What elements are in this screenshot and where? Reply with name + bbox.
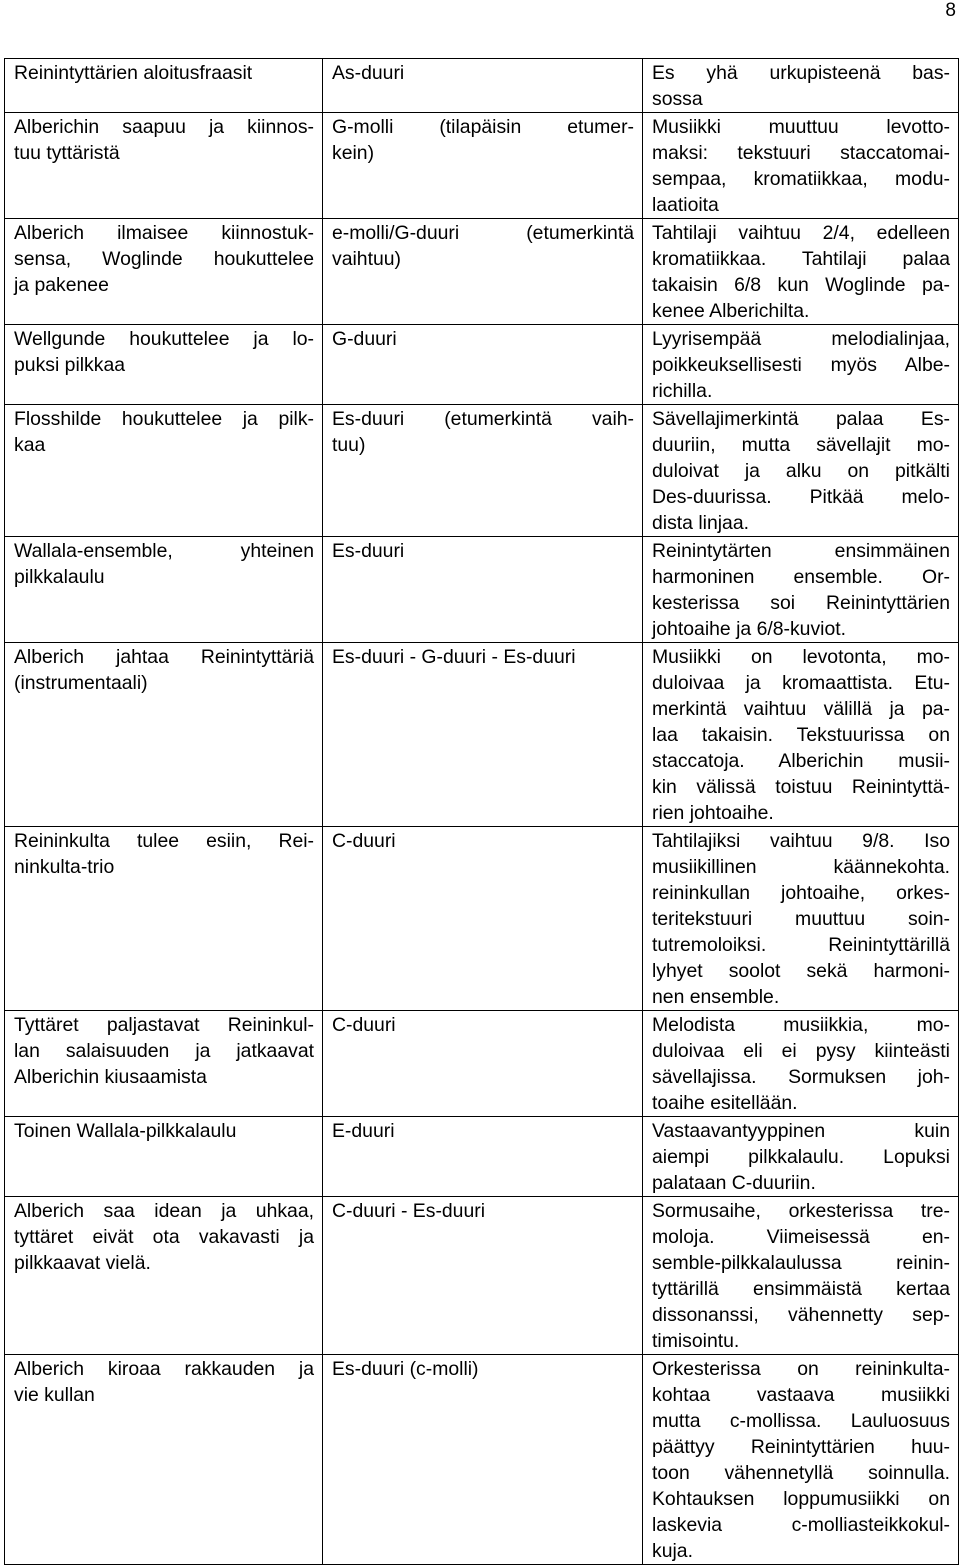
notes-text-line: kohtaa vastaava musiikki: [652, 1384, 950, 1406]
scene-text-line: lan salaisuuden ja jatkaavat: [14, 1040, 314, 1062]
scene-text-line: Alberich saa idean ja uhkaa,: [14, 1200, 314, 1222]
key-text-line: vaihtuu): [332, 248, 401, 270]
notes-text-line: tyttärillä ensimmäistä kertaa: [652, 1278, 950, 1300]
scene-cell: [5, 1197, 323, 1355]
scene-text-line: Wallala-ensemble, yhteinen: [14, 540, 314, 562]
notes-text-line: laatioita: [652, 194, 719, 216]
key-cell: [323, 537, 643, 643]
notes-text-line: Tahtilaji vaihtuu 2/4, edelleen: [652, 222, 950, 244]
scene-cell: [5, 827, 323, 1011]
table-row: [5, 405, 959, 537]
scene-cell: [5, 1011, 323, 1117]
notes-text-line: merkintä vaihtuu välillä ja pa-: [652, 698, 950, 720]
notes-text-line: maksi: tekstuuri staccatomai-: [652, 142, 950, 164]
scene-cell: [5, 325, 323, 405]
notes-text-line: teritekstuuri muuttuu soin-: [652, 908, 950, 930]
notes-cell: [643, 1011, 959, 1117]
key-text-line: e-molli/G-duuri (etumerkintä: [332, 222, 634, 244]
notes-text-line: kuja.: [652, 1540, 693, 1562]
notes-text-line: dista linjaa.: [652, 512, 750, 534]
scene-text-line: Alberichin saapuu ja kiinnos-: [14, 116, 314, 138]
table-row: [5, 59, 959, 113]
key-text-line: C-duuri - Es-duuri: [332, 1200, 486, 1222]
notes-text-line: Vastaavantyyppinen kuin: [652, 1120, 950, 1142]
notes-text-line: Melodista musiikkia, mo-: [652, 1014, 950, 1036]
table-row: [5, 827, 959, 1011]
scene-cell: [5, 537, 323, 643]
notes-text-line: mutta c-mollissa. Lauluosuus: [652, 1410, 950, 1432]
notes-text-line: kenee Alberichilta.: [652, 300, 810, 322]
notes-cell: [643, 1197, 959, 1355]
notes-text-line: Des-duurissa. Pitkää melo-: [652, 486, 950, 508]
table-row: [5, 1355, 959, 1565]
scene-text-line: ja pakenee: [14, 274, 109, 296]
table-row: [5, 219, 959, 325]
key-cell: [323, 1117, 643, 1197]
scene-text-line: vie kullan: [14, 1384, 95, 1406]
notes-text-line: duloivaa eli ei pysy kiinteästi: [652, 1040, 950, 1062]
notes-text-line: Tahtilajiksi vaihtuu 9/8. Iso: [652, 830, 950, 852]
page-number: 8: [945, 0, 956, 21]
scene-cell: [5, 113, 323, 219]
scene-text-line: pilkkaavat vielä.: [14, 1252, 151, 1274]
notes-text-line: harmoninen ensemble. Or-: [652, 566, 950, 588]
notes-cell: [643, 1355, 959, 1565]
scene-cell: [5, 59, 323, 113]
scene-text-line: Alberichin kiusaamista: [14, 1066, 207, 1088]
notes-text-line: Reinintytärten ensimmäinen: [652, 540, 950, 562]
notes-text-line: poikkeuksellisesti myös Albe-: [652, 354, 950, 376]
scene-cell: [5, 1117, 323, 1197]
notes-text-line: Sävellajimerkintä palaa Es-: [652, 408, 950, 430]
notes-text-line: kin välissä toistuu Reinintyttä-: [652, 776, 950, 798]
scene-text-line: Reininkulta tulee esiin, Rei-: [14, 830, 314, 852]
table-row: [5, 1197, 959, 1355]
scene-text-line: Tyttäret paljastavat Reininkul-: [14, 1014, 314, 1036]
key-text-line: tuu): [332, 434, 366, 456]
key-text-line: Es-duuri (c-molli): [332, 1358, 479, 1380]
key-text-line: Es-duuri: [332, 540, 405, 562]
notes-text-line: kromatiikkaa. Tahtilaji palaa: [652, 248, 950, 270]
table-row: [5, 643, 959, 827]
notes-text-line: Kohtauksen loppumusiikki on: [652, 1488, 950, 1510]
notes-text-line: Es yhä urkupisteenä bas-: [652, 62, 950, 84]
scene-text-line: Toinen Wallala-pilkkalaulu: [14, 1120, 237, 1142]
notes-text-line: takaisin 6/8 kun Woglinde pa-: [652, 274, 950, 296]
notes-text-line: laskevia c-molliasteikkokul-: [652, 1514, 950, 1536]
notes-text-line: semble-pilkkalaulussa reinin-: [652, 1252, 950, 1274]
notes-text-line: sempaa, kromatiikkaa, modu-: [652, 168, 950, 190]
scene-cell: [5, 1355, 323, 1565]
notes-cell: [643, 113, 959, 219]
notes-text-line: duloivaa ja kromaattista. Etu-: [652, 672, 950, 694]
notes-text-line: Orkesterissa on reininkulta-: [652, 1358, 950, 1380]
key-text-line: Es-duuri (etumerkintä vaih-: [332, 408, 634, 430]
notes-text-line: Lyyrisempää melodialinjaa,: [652, 328, 950, 350]
notes-text-line: toaihe esitellään.: [652, 1092, 798, 1114]
key-text-line: As-duuri: [332, 62, 405, 84]
notes-text-line: päättyy Reinintyttärien huu-: [652, 1436, 950, 1458]
notes-cell: [643, 59, 959, 113]
notes-text-line: reininkullan johtoaihe, orkes-: [652, 882, 950, 904]
scene-analysis-table: [4, 58, 959, 1565]
notes-text-line: kesterissa soi Reinintyttärien: [652, 592, 950, 614]
notes-text-line: lyhyet soolot sekä harmoni-: [652, 960, 950, 982]
table-row: [5, 1117, 959, 1197]
scene-text-line: tyttäret eivät ota vakavasti ja: [14, 1226, 314, 1248]
scene-text-line: Alberich ilmaisee kiinnostuk-: [14, 222, 314, 244]
notes-text-line: moloja. Viimeisessä en-: [652, 1226, 950, 1248]
table-row: [5, 325, 959, 405]
notes-cell: [643, 827, 959, 1011]
table-row: [5, 113, 959, 219]
scene-cell: [5, 219, 323, 325]
key-cell: [323, 1355, 643, 1565]
notes-text-line: laa takaisin. Tekstuurissa on: [652, 724, 950, 746]
scene-text-line: puksi pilkkaa: [14, 354, 126, 376]
scene-text-line: ninkulta-trio: [14, 856, 115, 878]
notes-cell: [643, 1117, 959, 1197]
scene-cell: [5, 405, 323, 537]
key-cell: [323, 1197, 643, 1355]
key-cell: [323, 1011, 643, 1117]
key-cell: [323, 405, 643, 537]
key-cell: [323, 827, 643, 1011]
notes-text-line: rien johtoaihe.: [652, 802, 774, 824]
table-body: [5, 59, 959, 1565]
scene-text-line: kaa: [14, 434, 46, 456]
notes-text-line: timisointu.: [652, 1330, 740, 1352]
key-text-line: C-duuri: [332, 830, 396, 852]
notes-text-line: duuriin, mutta sävellajit mo-: [652, 434, 950, 456]
notes-cell: [643, 537, 959, 643]
key-text-line: E-duuri: [332, 1120, 395, 1142]
notes-text-line: Musiikki on levotonta, mo-: [652, 646, 950, 668]
key-cell: [323, 325, 643, 405]
notes-text-line: musiikillinen käännekohta.: [652, 856, 950, 878]
notes-text-line: tutremoloiksi. Reinintyttärillä: [652, 934, 950, 956]
notes-text-line: sävellajissa. Sormuksen joh-: [652, 1066, 950, 1088]
scene-text-line: tuu tyttäristä: [14, 142, 120, 164]
notes-text-line: duloivat ja alku on pitkälti: [652, 460, 950, 482]
key-cell: [323, 113, 643, 219]
key-text-line: kein): [332, 142, 375, 164]
notes-text-line: dissonanssi, vähennetty sep-: [652, 1304, 950, 1326]
scene-cell: [5, 643, 323, 827]
key-cell: [323, 59, 643, 113]
notes-cell: [643, 643, 959, 827]
key-cell: [323, 219, 643, 325]
notes-text-line: richilla.: [652, 380, 713, 402]
scene-text-line: Alberich kiroaa rakkauden ja: [14, 1358, 314, 1380]
notes-text-line: sossa: [652, 88, 703, 110]
key-text-line: C-duuri: [332, 1014, 396, 1036]
notes-text-line: palataan C-duuriin.: [652, 1172, 816, 1194]
scene-text-line: pilkkalaulu: [14, 566, 105, 588]
notes-text-line: Sormusaihe, orkesterissa tre-: [652, 1200, 950, 1222]
scene-text-line: sensa, Woglinde houkuttelee: [14, 248, 314, 270]
notes-cell: [643, 219, 959, 325]
notes-cell: [643, 405, 959, 537]
key-text-line: G-molli (tilapäisin etumer-: [332, 116, 634, 138]
scene-text-line: Reinintyttärien aloitusfraasit: [14, 62, 253, 84]
notes-text-line: staccatoja. Alberichin musii-: [652, 750, 950, 772]
table-row: [5, 537, 959, 643]
key-text-line: Es-duuri - G-duuri - Es-duuri: [332, 646, 576, 668]
key-cell: [323, 643, 643, 827]
scene-text-line: Wellgunde houkuttelee ja lo-: [14, 328, 314, 350]
scene-text-line: (instrumentaali): [14, 672, 148, 694]
notes-text-line: aiempi pilkkalaulu. Lopuksi: [652, 1146, 950, 1168]
notes-text-line: Musiikki muuttuu levotto-: [652, 116, 950, 138]
notes-text-line: toon vähennetyllä soinnulla.: [652, 1462, 950, 1484]
scene-text-line: Alberich jahtaa Reinintyttäriä: [14, 646, 314, 668]
notes-text-line: johtoaihe ja 6/8-kuviot.: [652, 618, 847, 640]
scene-text-line: Flosshilde houkuttelee ja pilk-: [14, 408, 314, 430]
table-row: [5, 1011, 959, 1117]
key-text-line: G-duuri: [332, 328, 397, 350]
notes-cell: [643, 325, 959, 405]
notes-text-line: nen ensemble.: [652, 986, 780, 1008]
